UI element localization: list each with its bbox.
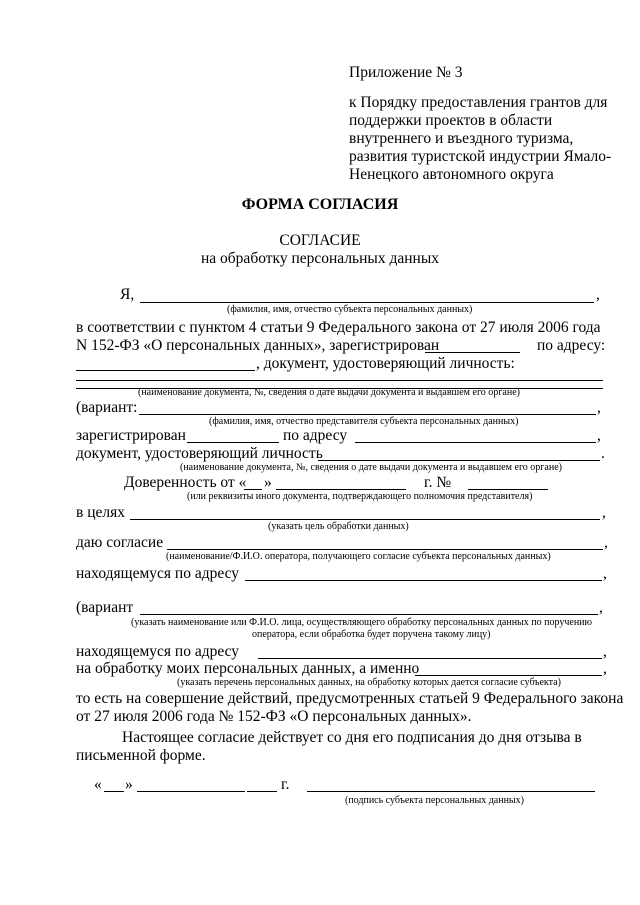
variant2-label: (вариант (76, 599, 134, 616)
hint-variant2-line-2: оператора, если обработка будет поручена такому лицу) (252, 629, 491, 640)
appendix-line-4: развития туристской индустрии Ямало- (349, 148, 612, 165)
proxy-day-field[interactable] (244, 489, 262, 490)
doc-field-line-0[interactable] (76, 380, 603, 381)
signature-field-line[interactable] (307, 791, 595, 792)
appendix-line-1: к Порядку предоставления грантов для (349, 94, 608, 111)
purpose-label: в целях (76, 504, 125, 521)
proxy-close-quote: » (264, 474, 272, 491)
actions-line-1: то есть на совершение действий, предусмотренных статьей 9 Федерального закона (76, 690, 624, 707)
hint-variant2-line-1: (указать наименование или Ф.И.О. лица, осуществляющего обработку персональных данных по поручению (131, 617, 592, 628)
registered-field-line[interactable] (425, 352, 520, 353)
variant-label: (вариант: (76, 399, 138, 416)
date-month-field[interactable] (137, 791, 245, 792)
located-at-field-line-2[interactable] (258, 658, 602, 659)
registered-label: зарегистрирован (76, 427, 186, 444)
hint-doc-2: (наименование документа, №, сведения о дате выдачи документа и выдавшем его органе) (180, 462, 562, 473)
processing-field-line[interactable] (415, 675, 602, 676)
comma-1: , (596, 286, 600, 303)
variant2-field-line[interactable] (140, 614, 598, 615)
operator-field-line[interactable] (167, 549, 603, 550)
registered-field-line-2[interactable] (187, 442, 279, 443)
processing-label: на обработку моих персональных данных, а именно (76, 660, 420, 677)
date-g-label: г. (281, 776, 290, 793)
date-open-quote: « (94, 776, 102, 793)
hint-proxy: (или реквизиты иного документа, подтверждающего полномочия представителя) (187, 491, 533, 502)
valid-line-1: Настоящее согласие действует со дня его подписания до дня отзыва в (122, 729, 582, 746)
located-at-label-2: находящемуся по адресу (76, 643, 240, 660)
hint-rep: (фамилия, имя, отчество представителя субъекта персональных данных) (209, 416, 519, 427)
comma-4: , (602, 504, 606, 521)
hint-signature: (подпись субъекта персональных данных) (345, 795, 524, 806)
comma-8: , (603, 643, 607, 660)
hint-list: (указать перечень персональных данных, на обработку которых дается согласие субъекта) (177, 677, 561, 688)
comma-2: , (597, 399, 601, 416)
doc-line: , документ, удостоверяющий личность: (256, 355, 515, 372)
proxy-number-field[interactable] (468, 489, 548, 490)
comma-3: , (597, 427, 601, 444)
rep-field-line[interactable] (139, 414, 596, 415)
hint-doc: (наименование документа, №, сведения о дате выдачи документа и выдавшем его органе) (138, 387, 520, 398)
proxy-label: Доверенность от « (124, 474, 247, 491)
actions-line-2: от 27 июля 2006 года № 152-ФЗ «О персональных данных». (76, 708, 472, 725)
comma-6: , (603, 565, 607, 582)
hint-fio: (фамилия, имя, отчество субъекта персональных данных) (227, 304, 473, 315)
id-doc-label: документ, удостоверяющий личность (76, 445, 323, 462)
appendix-line-2: поддержки проектов в области (349, 112, 553, 129)
address-field-line[interactable] (76, 370, 255, 371)
comma-7: , (599, 599, 603, 616)
law-line-2b: по адресу: (537, 337, 606, 354)
located-at-field-line[interactable] (245, 580, 602, 581)
appendix-line-3: внутреннего и въездного туризма, (349, 130, 574, 147)
located-at-label: находящемуся по адресу (76, 565, 240, 582)
date-year-field[interactable] (247, 791, 277, 792)
appendix-line-5: Ненецкого автономного округа (349, 166, 554, 183)
ya-label: Я, (120, 286, 135, 303)
law-line-1: в соответствии с пунктом 4 статьи 9 Федерального закона от 27 июля 2006 года (76, 319, 601, 336)
purpose-field-line[interactable] (130, 519, 600, 520)
at-address-label: по адресу (283, 427, 348, 444)
consent-title: СОГЛАСИЕ (279, 232, 361, 249)
appendix-number: Приложение № 3 (349, 64, 463, 81)
give-consent-label: даю согласие (76, 534, 164, 551)
hint-purpose: (указать цель обработки данных) (268, 521, 409, 532)
proxy-number-label: г. № (424, 474, 452, 491)
date-day-field[interactable] (104, 791, 124, 792)
comma-5: , (604, 534, 608, 551)
period-1: . (601, 445, 605, 462)
valid-line-2: письменной форме. (76, 747, 206, 764)
fio-field-line[interactable] (140, 302, 594, 303)
consent-subtitle: на обработку персональных данных (201, 250, 439, 267)
comma-9: , (603, 660, 607, 677)
date-close-quote: » (125, 776, 133, 793)
hint-operator: (наименование/Ф.И.О. оператора, получающего согласие субъекта персональных данных) (166, 551, 551, 562)
law-line-2a: N 152-ФЗ «О персональных данных», зарегистрирован (76, 337, 440, 354)
id-doc-field-line[interactable] (318, 460, 600, 461)
proxy-date-field[interactable] (276, 489, 406, 490)
address-field-line-2[interactable] (355, 442, 596, 443)
form-title: ФОРМА СОГЛАСИЯ (241, 196, 399, 213)
